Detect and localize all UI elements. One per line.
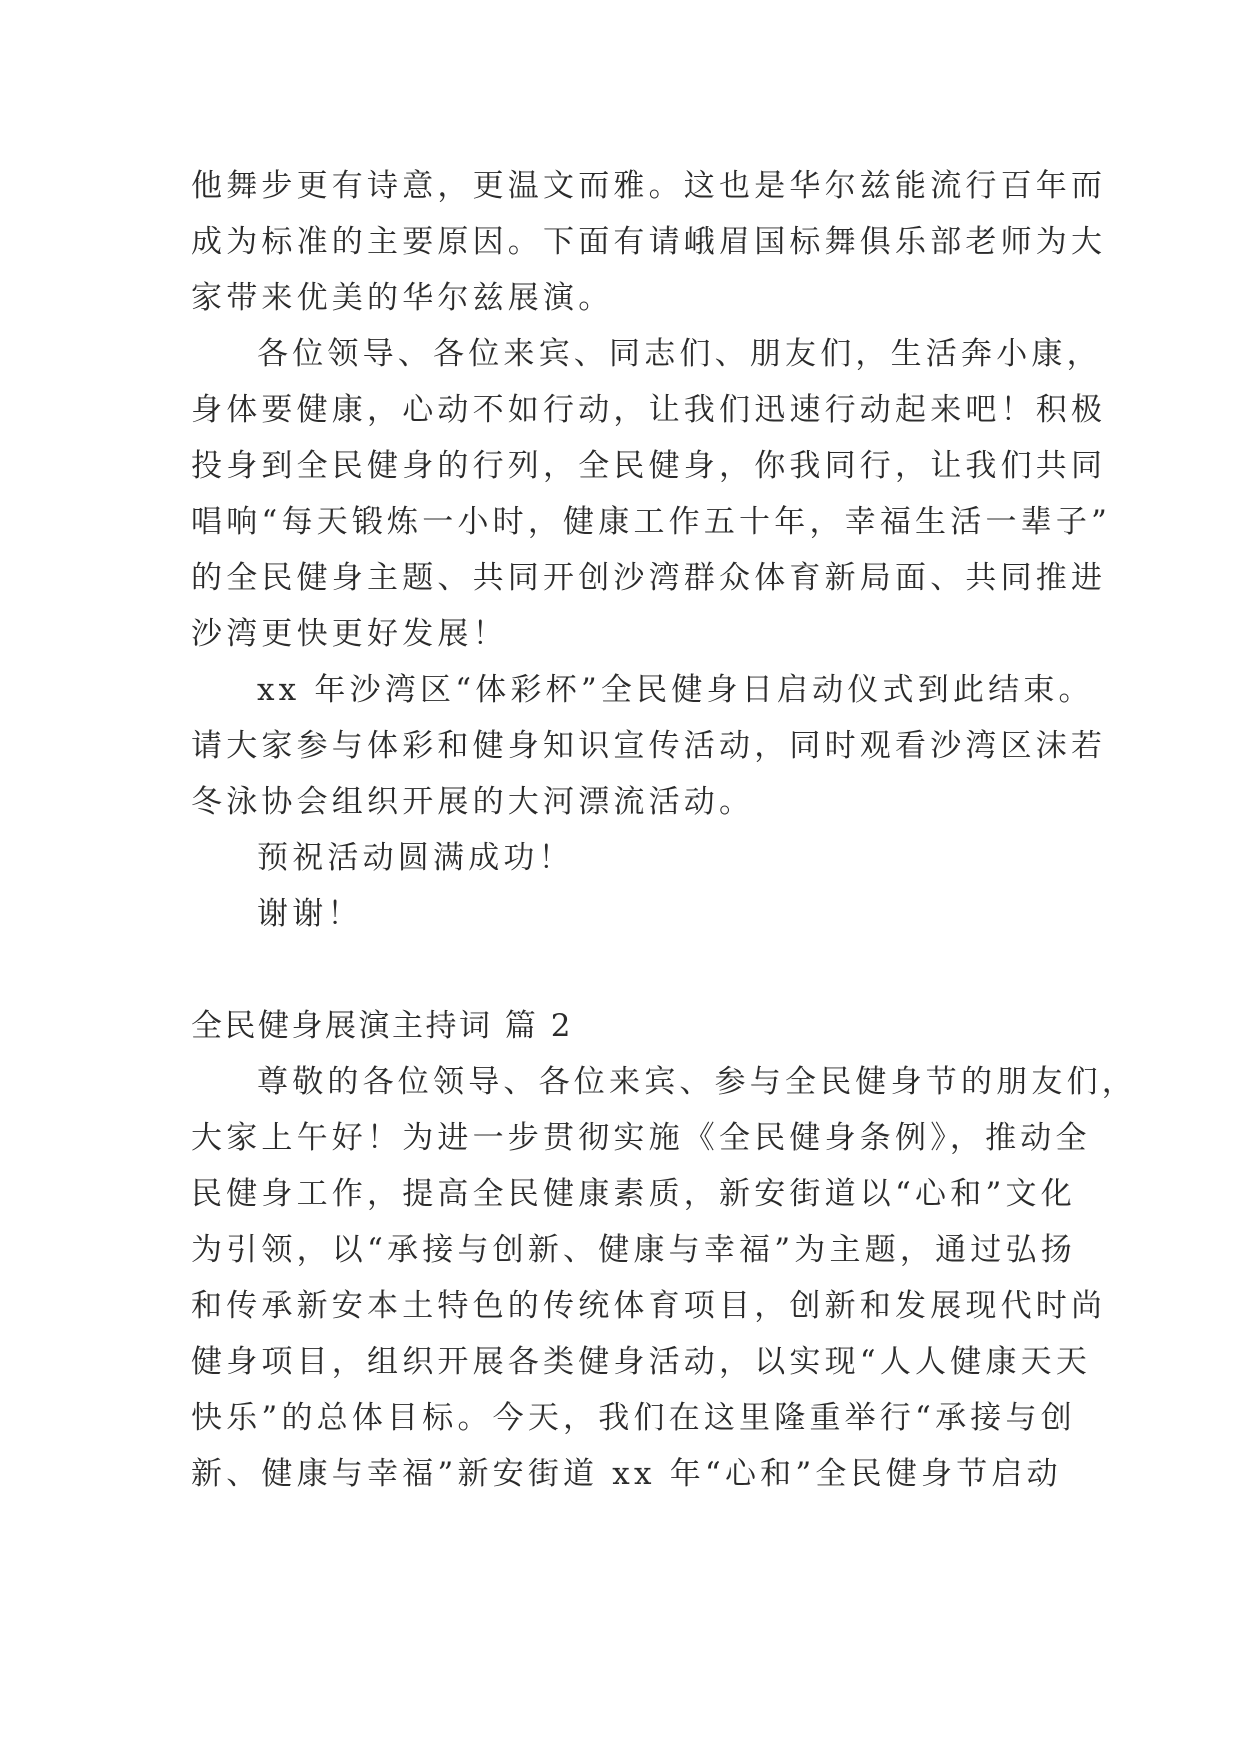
paragraph-line: 民健身工作，提高全民健康素质，新安街道以“心和”文化 (191, 1176, 1076, 1212)
paragraph-line: 投身到全民健身的行列，全民健身，你我同行，让我们共同 (191, 448, 1107, 484)
paragraph-line: 成为标准的主要原因。下面有请峨眉国标舞俱乐部老师为大 (191, 224, 1107, 260)
paragraph-line: 和传承新安本土特色的传统体育项目，创新和发展现代时尚 (191, 1288, 1107, 1324)
paragraph-line: 大家上午好！为进一步贯彻实施《全民健身条例》，推动全 (191, 1120, 1091, 1156)
paragraph-line: 尊敬的各位领导、各位来宾、参与全民健身节的朋友们， (257, 1064, 1137, 1100)
paragraph-line: 快乐”的总体目标。今天，我们在这里隆重举行“承接与创 (191, 1400, 1076, 1436)
paragraph-line: 谢谢！ (257, 896, 363, 932)
paragraph-line: 各位领导、各位来宾、同志们、朋友们，生活奔小康， (257, 336, 1102, 372)
paragraph-line: 为引领，以“承接与创新、健康与幸福”为主题，通过弘扬 (191, 1232, 1076, 1268)
section-heading: 全民健身展演主持词 篇 2 (191, 1008, 573, 1044)
paragraph-line: 预祝活动圆满成功！ (257, 840, 574, 876)
paragraph-line: 请大家参与体彩和健身知识宣传活动，同时观看沙湾区沫若 (191, 728, 1107, 764)
paragraph-line: 他舞步更有诗意，更温文而雅。这也是华尔兹能流行百年而 (191, 168, 1107, 204)
paragraph-line: 身体要健康，心动不如行动，让我们迅速行动起来吧！积极 (191, 392, 1107, 428)
paragraph-line: 家带来优美的华尔兹展演。 (191, 280, 614, 316)
paragraph-line: 唱响“每天锻炼一小时，健康工作五十年，幸福生活一辈子” (191, 504, 1112, 540)
paragraph-line: 健身项目，组织开展各类健身活动，以实现“人人健康天天 (191, 1344, 1092, 1380)
paragraph-line: 新、健康与幸福”新安街道 xx 年“心和”全民健身节启动 (191, 1456, 1062, 1492)
paragraph-line: 沙湾更快更好发展！ (191, 616, 508, 652)
paragraph-line: xx 年沙湾区“体彩杯”全民健身日启动仪式到此结束。 (257, 672, 1094, 708)
paragraph-line: 冬泳协会组织开展的大河漂流活动。 (191, 784, 755, 820)
paragraph-line: 的全民健身主题、共同开创沙湾群众体育新局面、共同推进 (191, 560, 1107, 596)
